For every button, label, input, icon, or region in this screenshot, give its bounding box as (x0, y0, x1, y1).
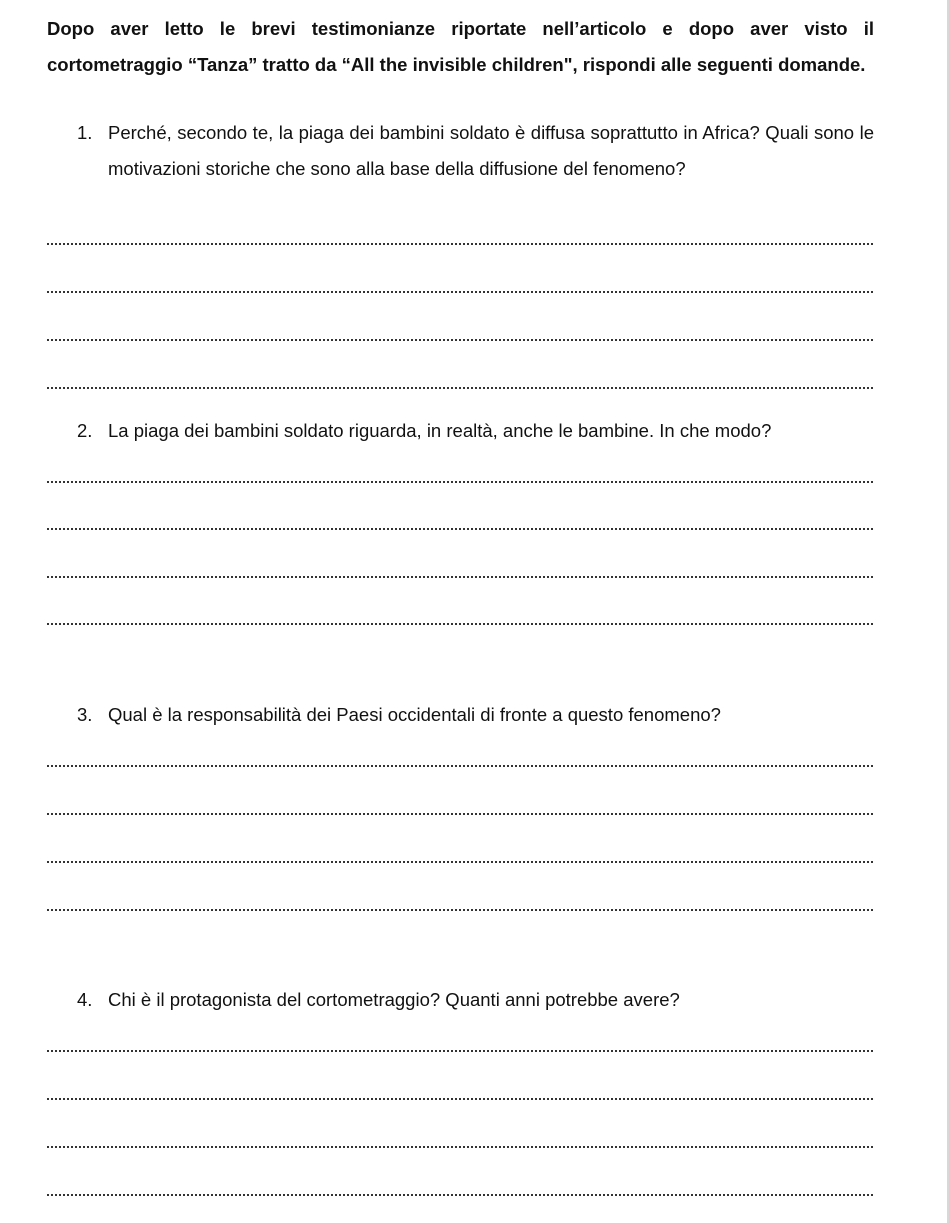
answer-line-4-4[interactable] (47, 1194, 873, 1196)
answer-line-3-2[interactable] (47, 813, 873, 815)
answer-line-4-3[interactable] (47, 1146, 873, 1148)
question-text: Perché, secondo te, la piaga dei bambini soldato è diffusa soprattutto in Africa? Quali sono le motivazioni storiche che sono alla base della diffusione del fenomeno? (108, 122, 874, 179)
answer-line-3-1[interactable] (47, 765, 873, 767)
answer-line-2-1[interactable] (47, 481, 873, 483)
answer-line-3-3[interactable] (47, 861, 873, 863)
question-number: 3. (77, 704, 93, 725)
answer-line-2-3[interactable] (47, 576, 873, 578)
question-2 (77, 413, 874, 449)
answer-line-1-2[interactable] (47, 291, 873, 293)
answer-line-1-4[interactable] (47, 387, 873, 389)
question-text: La piaga dei bambini soldato riguarda, in realtà, anche le bambine. In che modo? (108, 420, 772, 441)
instructions-paragraph: Dopo aver letto le brevi testimonianze riportate nell’articolo e dopo aver visto il cortometraggio “Tanza” tratto da “All the invisible children", rispondi alle seguenti domande. (47, 18, 874, 75)
question-number: 1. (77, 122, 93, 143)
answer-line-1-3[interactable] (47, 339, 873, 341)
question-1 (77, 115, 874, 187)
question-text: Qual è la responsabilità dei Paesi occidentali di fronte a questo fenomeno? (108, 704, 721, 725)
answer-line-2-4[interactable] (47, 623, 873, 625)
question-3 (77, 697, 874, 733)
answer-line-1-1[interactable] (47, 243, 873, 245)
answer-line-3-4[interactable] (47, 909, 873, 911)
question-4 (77, 982, 874, 1018)
answer-line-4-2[interactable] (47, 1098, 873, 1100)
question-number: 4. (77, 989, 93, 1010)
answer-line-4-1[interactable] (47, 1050, 873, 1052)
answer-line-2-2[interactable] (47, 528, 873, 530)
question-text: Chi è il protagonista del cortometraggio? Quanti anni potrebbe avere? (108, 989, 680, 1010)
question-number: 2. (77, 420, 93, 441)
